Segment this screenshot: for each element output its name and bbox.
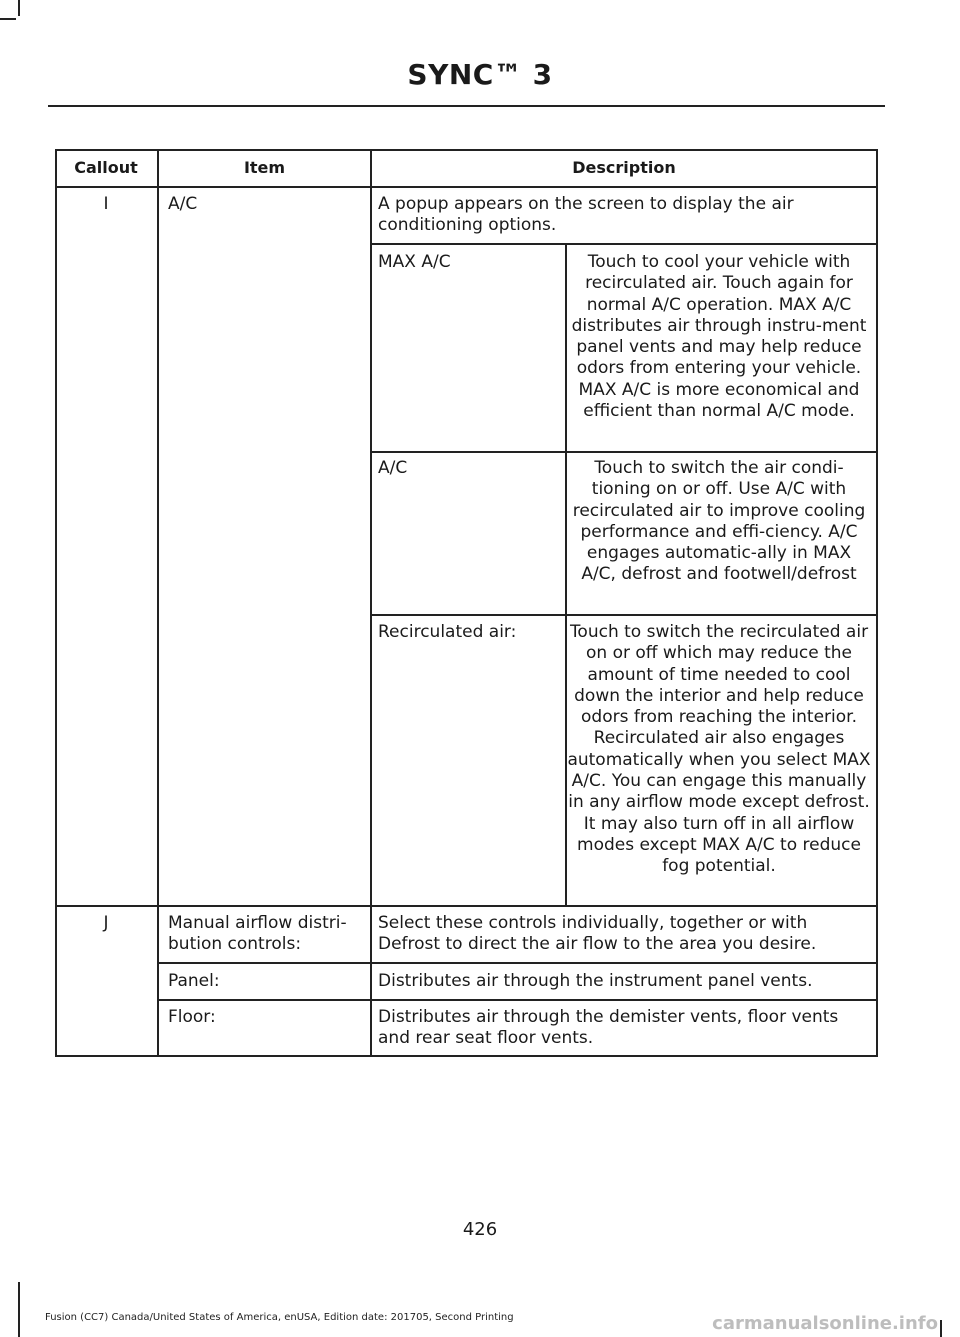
page-number: 426 <box>462 1219 498 1240</box>
crop-mark <box>18 0 20 16</box>
sub-item-label: Recirculated air: <box>378 622 517 642</box>
item-label: A/C <box>168 194 198 214</box>
sub-item-label: A/C <box>378 458 408 478</box>
watermark: carmanualsonline.info <box>712 1313 938 1334</box>
description-text: Distributes air through the instrument panel vents. <box>378 971 813 991</box>
crop-mark <box>0 18 16 20</box>
callout-label: J <box>103 913 109 933</box>
item-label: Floor: <box>168 1007 216 1027</box>
sub-item-label: MAX A/C <box>378 252 451 272</box>
header-divider <box>48 105 885 107</box>
column-header-item: Item <box>243 158 286 177</box>
item-label: Manual airflow distri-bution controls: <box>168 913 347 955</box>
sub-item-description: Touch to cool your vehicle with recirculated air. Touch again for normal A/C operation. MAX A/C distributes air through instru-ment panel vents and may help reduce odors from entering your vehicle. MAX A/C is more economical and efficient than normal A/C mode. <box>571 252 867 422</box>
page-title: SYNC™ 3 <box>407 58 553 91</box>
crop-mark <box>940 1320 942 1337</box>
callout-label: I <box>103 194 109 214</box>
description-text: A popup appears on the screen to display the air conditioning options. <box>378 194 794 236</box>
sub-item-description: Touch to switch the recirculated air on or off which may reduce the amount of time needed to cool down the interior and help reduce odors from reaching the interior. Recirculated air also engages automatically when you select MAX A/C. You can engage this manually in any airflow mode except defrost. It may also turn off in all airflow modes except MAX A/C to reduce fog potential. <box>567 622 871 877</box>
footer-edition-text: Fusion (CC7) Canada/United States of America, enUSA, Edition date: 201705, Second Printing <box>45 1312 514 1323</box>
climate-controls-table <box>55 149 878 1057</box>
crop-mark <box>18 1282 20 1337</box>
item-label: Panel: <box>168 971 220 991</box>
column-header-description: Description <box>572 158 676 177</box>
column-header-callout: Callout <box>74 158 138 177</box>
description-text: Distributes air through the demister vents, floor vents and rear seat floor vents. <box>378 1007 839 1049</box>
sub-item-description: Touch to switch the air condi-tioning on or off. Use A/C with recirculated air to improve cooling performance and effi-ciency. A/C engages automatic-ally in MAX A/C, defrost and footwell/defrost <box>572 458 866 585</box>
description-text: Select these controls individually, together or with Defrost to direct the air flow to the area you desire. <box>378 913 817 955</box>
